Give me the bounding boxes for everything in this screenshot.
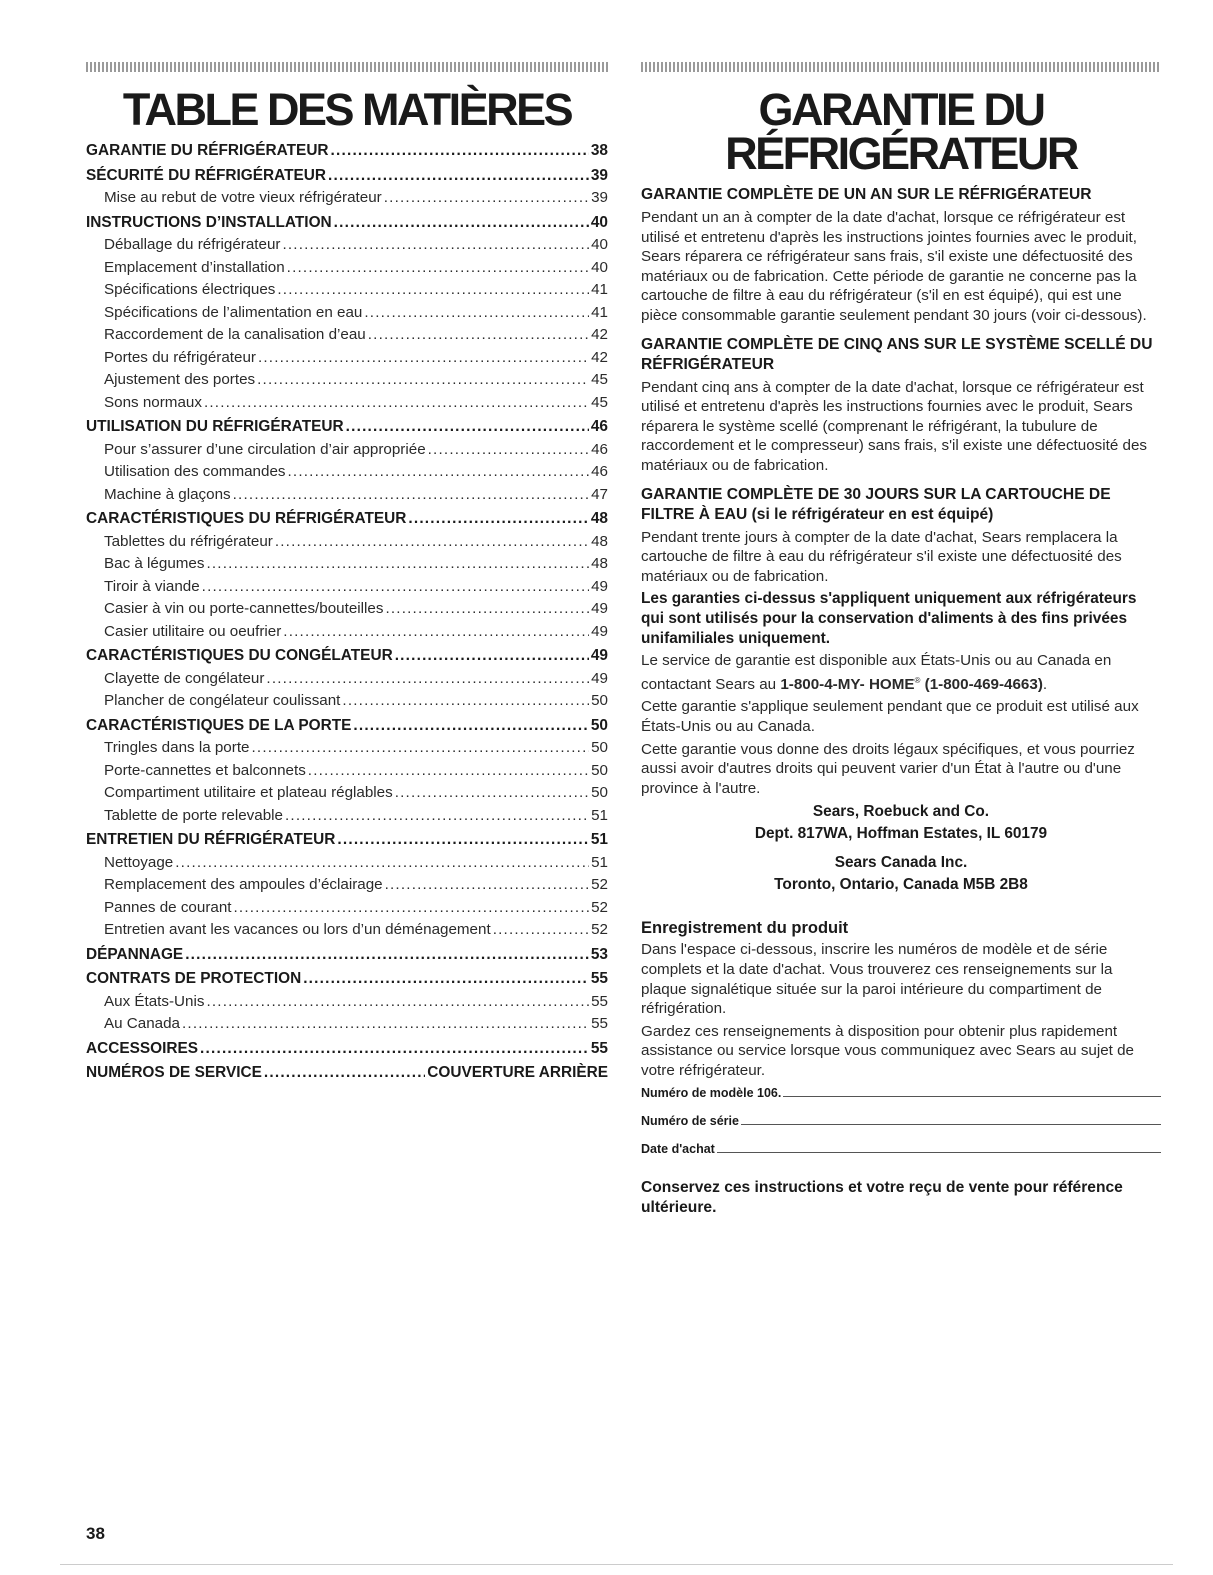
toc-item[interactable] (86, 553, 608, 576)
toc-section-page: 39 (590, 166, 608, 184)
toc-section-label: NUMÉROS DE SERVICE (86, 1064, 262, 1081)
toc-item[interactable] (86, 782, 608, 805)
toc-item-page: 40 (591, 258, 608, 276)
toc-section-label: CARACTÉRISTIQUES DE LA PORTE (86, 716, 352, 734)
service-phone: 1-800-4-MY- HOME (780, 675, 915, 693)
toc-item-page: 45 (591, 393, 608, 411)
toc-leader-dots (258, 347, 589, 370)
toc-leader-dots (308, 760, 589, 783)
toc-leader-dots (353, 715, 589, 738)
toc-item-page: 49 (591, 600, 608, 617)
address-sears-canada (641, 852, 1161, 895)
toc-item-label: Ajustement des portes (104, 371, 256, 388)
toc-item-label: Casier utilitaire ou oeufrier (104, 622, 282, 640)
toc-item[interactable] (86, 257, 608, 280)
toc-item[interactable] (86, 1013, 608, 1036)
toc-item[interactable] (86, 668, 608, 691)
address-line: Dept. 817WA, Hoffman Estates, IL 60179 (754, 824, 1048, 842)
toc-leader-dots (395, 782, 589, 805)
warranty-heading-1: GARANTIE COMPLÈTE DE UN AN SUR LE RÉFRIGÉRATEUR (641, 186, 1092, 203)
toc-item-label: Mise au rebut de votre vieux réfrigérateur (104, 189, 382, 206)
toc-section-label: CONTRATS DE PROTECTION (86, 970, 302, 987)
top-rule (86, 62, 608, 72)
model-number-label: Numéro de modèle 106. (641, 1086, 782, 1101)
toc-item-page: 49 (591, 669, 608, 687)
toc-section-page: 49 (590, 647, 608, 664)
serial-number-field[interactable] (641, 1114, 1161, 1128)
toc-leader-dots (385, 874, 590, 897)
warranty-para-2: Cette garantie s'applique seulement pendant que ce produit est utilisé aux États-Unis ou au Canada. (641, 698, 1139, 735)
toc-item-label: Porte-cannettes et balconnets (104, 761, 306, 779)
toc-section-label: ENTRETIEN DU RÉFRIGÉRATEUR (86, 831, 336, 848)
bottom-rule (60, 1564, 1173, 1565)
toc-section[interactable] (86, 829, 608, 852)
toc-section-page: 48 (590, 510, 608, 527)
toc-item-label: Casier à vin ou porte-cannettes/bouteilles (104, 600, 384, 617)
registered-mark: ® (914, 675, 921, 685)
toc-leader-dots (200, 1038, 589, 1061)
toc-leader-dots (368, 324, 589, 347)
toc-item-page: 50 (591, 784, 608, 801)
service-end: . (1042, 675, 1048, 693)
serial-number-label: Numéro de série (641, 1114, 739, 1129)
toc-item-label: Au Canada (104, 1015, 180, 1032)
toc-item[interactable] (86, 621, 608, 644)
toc-item-label: Plancher de congélateur coulissant (104, 692, 341, 709)
toc-item[interactable] (86, 991, 608, 1014)
warranty-title-line2: RÉFRIGÉRATEUR (725, 128, 1077, 179)
toc-section[interactable] (86, 508, 608, 531)
toc-list (86, 140, 608, 1085)
toc-section-page: 46 (590, 418, 608, 435)
toc-section[interactable] (86, 140, 608, 163)
toc-item-page: 46 (591, 463, 608, 480)
toc-leader-dots (257, 369, 589, 392)
toc-item-page: 41 (591, 303, 608, 321)
toc-leader-dots (277, 279, 589, 302)
toc-item-page: 46 (591, 440, 608, 458)
toc-item-label: Aux États-Unis (104, 992, 205, 1010)
toc-item-page: 50 (591, 739, 608, 756)
toc-item[interactable] (86, 234, 608, 257)
toc-item-label: Machine à glaçons (104, 485, 231, 503)
toc-column (86, 62, 608, 1085)
toc-item[interactable] (86, 439, 608, 462)
toc-item-label: Tablettes du réfrigérateur (104, 532, 273, 550)
toc-item[interactable] (86, 484, 608, 507)
toc-item-page: 49 (591, 577, 608, 595)
purchase-date-line[interactable] (717, 1142, 1161, 1153)
warranty-heading-2: GARANTIE COMPLÈTE DE CINQ ANS SUR LE SYSTÈME SCELLÉ DU RÉFRIGÉRATEUR (641, 335, 1153, 373)
toc-section-page: 40 (590, 213, 608, 231)
serial-number-line[interactable] (741, 1114, 1161, 1125)
toc-section-label: ACCESSOIRES (86, 1039, 199, 1057)
toc-item-page: 52 (591, 898, 608, 916)
top-rule (641, 62, 1161, 72)
toc-item-label: Remplacement des ampoules d’éclairage (104, 876, 383, 893)
toc-section[interactable] (86, 1062, 608, 1085)
warranty-text-3: Pendant trente jours à compter de la date d'achat, Sears remplacera la cartouche de filtre à eau du réfrigérateur s'il existe une défectuosité des matériaux ou de fabrication. (641, 528, 1122, 585)
toc-item[interactable] (86, 760, 608, 783)
warranty-column (641, 62, 1161, 1218)
toc-leader-dots (328, 165, 589, 188)
toc-item-label: Clayette de congélateur (104, 669, 265, 687)
model-number-field[interactable] (641, 1086, 1161, 1100)
toc-item[interactable] (86, 598, 608, 621)
toc-item-label: Compartiment utilitaire et plateau réglables (104, 784, 393, 801)
warranty-notice: Les garanties ci-dessus s'appliquent uniquement aux réfrigérateurs qui sont utilisés pour la conservation d'aliments à des fins privées unifamiliales uniquement. (641, 590, 1137, 647)
toc-leader-dots (493, 919, 589, 942)
model-number-line[interactable] (783, 1086, 1161, 1097)
toc-section[interactable] (86, 715, 608, 738)
toc-section-label: DÉPANNAGE (86, 945, 184, 963)
toc-leader-dots (204, 392, 589, 415)
toc-item-label: Spécifications électriques (104, 281, 276, 298)
toc-item-page: 52 (591, 921, 608, 938)
warranty-heading-3: GARANTIE COMPLÈTE DE 30 JOURS SUR LA CARTOUCHE DE FILTRE À EAU (si le réfrigérateur en est équipé) (641, 485, 1111, 523)
address-line: Sears Canada Inc. (834, 854, 968, 872)
toc-item-label: Emplacement d’installation (104, 258, 285, 276)
toc-leader-dots (202, 576, 589, 599)
toc-leader-dots (303, 968, 589, 991)
toc-item[interactable] (86, 737, 608, 760)
toc-leader-dots (364, 302, 589, 325)
toc-item-label: Pannes de courant (104, 898, 232, 916)
toc-section-label: GARANTIE DU RÉFRIGÉRATEUR (86, 142, 329, 159)
registration-para-2: Gardez ces renseignements à disposition pour obtenir plus rapidement assistance ou service lorsque vous communiquez avec Sears au sujet de votre réfrigérateur. (641, 1022, 1135, 1079)
toc-leader-dots (234, 897, 590, 920)
warranty-service (641, 651, 1161, 694)
toc-item[interactable] (86, 392, 608, 415)
toc-item-label: Bac à légumes (104, 555, 205, 572)
toc-leader-dots (346, 416, 589, 439)
toc-leader-dots (287, 257, 589, 280)
toc-item[interactable] (86, 897, 608, 920)
toc-section-label: CARACTÉRISTIQUES DU CONGÉLATEUR (86, 647, 393, 664)
toc-item-page: 51 (591, 853, 608, 871)
toc-item-label: Tiroir à viande (104, 577, 200, 595)
service-phone-number: (1-800-469-4663) (924, 675, 1043, 693)
toc-item-page: 51 (591, 806, 608, 824)
toc-leader-dots (331, 140, 589, 163)
toc-item-label: Déballage du réfrigérateur (104, 236, 281, 253)
toc-item[interactable] (86, 919, 608, 942)
toc-leader-dots (384, 187, 589, 210)
address-sears-us (641, 801, 1161, 844)
registration-para-1: Dans l'espace ci-dessous, inscrire les numéros de modèle et de série complets et la date d'achat. Vous trouverez ces renseignements sur la plaque signalétique située sur la paroi intérieure du compartiment de réfrigération. (641, 941, 1113, 1018)
toc-item-page: 40 (591, 236, 608, 253)
registration-fields (641, 1086, 1161, 1156)
toc-section[interactable] (86, 944, 608, 967)
toc-item-label: Entretien avant les vacances ou lors d’un déménagement (104, 921, 491, 938)
toc-leader-dots (337, 829, 588, 852)
toc-leader-dots (175, 852, 589, 875)
toc-item[interactable] (86, 324, 608, 347)
toc-item-page: 41 (591, 281, 608, 298)
toc-item-page: 52 (591, 876, 608, 893)
toc-leader-dots (285, 805, 589, 828)
toc-item[interactable] (86, 187, 608, 210)
service-text: Le service de garantie est disponible aux États-Unis ou au Canada en contactant Sears au (641, 652, 1112, 693)
toc-section[interactable] (86, 165, 608, 188)
toc-item[interactable] (86, 874, 608, 897)
toc-leader-dots (428, 439, 589, 462)
toc-leader-dots (275, 531, 589, 554)
toc-leader-dots (342, 690, 589, 713)
toc-item-label: Tablette de porte relevable (104, 806, 283, 824)
toc-section-label: UTILISATION DU RÉFRIGÉRATEUR (86, 418, 344, 435)
toc-leader-dots (395, 645, 589, 668)
toc-item-label: Raccordement de la canalisation d’eau (104, 326, 366, 343)
toc-item-page: 55 (591, 1015, 608, 1032)
toc-leader-dots (334, 212, 589, 235)
toc-section-label: CARACTÉRISTIQUES DU RÉFRIGÉRATEUR (86, 510, 407, 527)
toc-item[interactable] (86, 347, 608, 370)
toc-item-label: Pour s’assurer d’une circulation d’air appropriée (104, 440, 426, 458)
purchase-date-label: Date d'achat (641, 1142, 715, 1157)
warranty-text-2: Pendant cinq ans à compter de la date d'achat, lorsque ce réfrigérateur est utilisé et entretenu d'après les instructions fournies avec le produit, Sears réparera le système scellé (comprenant le réfrigérant, la tubulure de raccordement et le compresseur) sans frais, s'il existe une défectuosité des matériaux ou de fabrication. (641, 378, 1148, 474)
toc-section[interactable] (86, 212, 608, 235)
toc-item-page: 45 (591, 371, 608, 388)
registration-title: Enregistrement du produit (641, 919, 849, 938)
toc-item-page: 42 (591, 348, 608, 366)
toc-item-page: 48 (591, 532, 608, 550)
toc-item[interactable] (86, 279, 608, 302)
toc-item[interactable] (86, 576, 608, 599)
toc-item[interactable] (86, 852, 608, 875)
toc-leader-dots (251, 737, 589, 760)
toc-item-label: Sons normaux (104, 393, 202, 411)
page-number: 38 (86, 1524, 105, 1543)
toc-section-label: SÉCURITÉ DU RÉFRIGÉRATEUR (86, 166, 326, 184)
toc-item[interactable] (86, 302, 608, 325)
toc-section[interactable] (86, 416, 608, 439)
toc-item-page: 47 (591, 485, 608, 503)
toc-section-page: 53 (590, 945, 608, 963)
toc-leader-dots (282, 234, 589, 257)
toc-section-label: INSTRUCTIONS D’INSTALLATION (86, 213, 332, 231)
toc-section-page: COUVERTURE ARRIÈRE (427, 1064, 608, 1081)
warranty-text-1: Pendant un an à compter de la date d'achat, lorsque ce réfrigérateur est utilisé et entretenu d'après les instructions jointes fournies avec le produit, Sears réparera ce réfrigérateur sans frais, s'il existe une défectuosité des matériaux ou de fabrication. Cette période de garantie ne concerne pas la cartouche de filtre à eau du réfrigérateur (s'il en est équipé), qui est une pièce consommable garantie seulement pendant 30 jours (voir ci-dessous). (641, 209, 1147, 324)
toc-leader-dots (185, 944, 589, 967)
toc-leader-dots (264, 1062, 425, 1085)
toc-item-page: 50 (591, 692, 608, 709)
toc-item[interactable] (86, 531, 608, 554)
purchase-date-field[interactable] (641, 1142, 1161, 1156)
toc-section-page: 50 (590, 716, 608, 734)
toc-leader-dots (288, 461, 590, 484)
closing-note: Conservez ces instructions et votre reçu de vente pour référence ultérieure. (641, 1179, 1123, 1217)
toc-item[interactable] (86, 461, 608, 484)
toc-item-page: 55 (591, 992, 608, 1010)
toc-item-page: 49 (591, 622, 608, 640)
toc-item[interactable] (86, 369, 608, 392)
toc-section-page: 51 (590, 831, 608, 848)
toc-section-page: 55 (590, 1039, 608, 1057)
toc-leader-dots (206, 991, 589, 1014)
toc-leader-dots (182, 1013, 589, 1036)
toc-item-label: Portes du réfrigérateur (104, 348, 256, 366)
toc-item-label: Nettoyage (104, 853, 174, 871)
toc-item-label: Spécifications de l’alimentation en eau (104, 303, 363, 321)
toc-section[interactable] (86, 968, 608, 991)
toc-leader-dots (266, 668, 589, 691)
toc-section[interactable] (86, 1038, 608, 1061)
toc-leader-dots (385, 598, 589, 621)
toc-item[interactable] (86, 805, 608, 828)
toc-section[interactable] (86, 645, 608, 668)
toc-leader-dots (283, 621, 589, 644)
toc-item-page: 50 (591, 761, 608, 779)
warranty-title-line1: GARANTIE DU (758, 84, 1044, 135)
toc-item[interactable] (86, 690, 608, 713)
toc-leader-dots (206, 553, 589, 576)
address-line: Toronto, Ontario, Canada M5B 2B8 (774, 875, 1028, 893)
warranty-para-3: Cette garantie vous donne des droits légaux spécifiques, et vous pourriez aussi avoir d'autres droits qui peuvent varier d'un État à l'autre ou d'une province à l'autre. (641, 740, 1135, 797)
toc-item-page: 42 (591, 326, 608, 343)
address-line: Sears, Roebuck and Co. (812, 803, 990, 821)
toc-item-label: Utilisation des commandes (104, 463, 286, 480)
warranty-title (641, 84, 1161, 179)
toc-item-page: 39 (591, 189, 608, 206)
toc-leader-dots (408, 508, 589, 531)
toc-leader-dots (233, 484, 589, 507)
toc-title: TABLE DES MATIÈRES (122, 84, 572, 135)
toc-item-page: 48 (591, 555, 608, 572)
toc-item-label: Tringles dans la porte (104, 739, 250, 756)
toc-section-page: 55 (590, 970, 608, 987)
toc-section-page: 38 (590, 142, 608, 159)
